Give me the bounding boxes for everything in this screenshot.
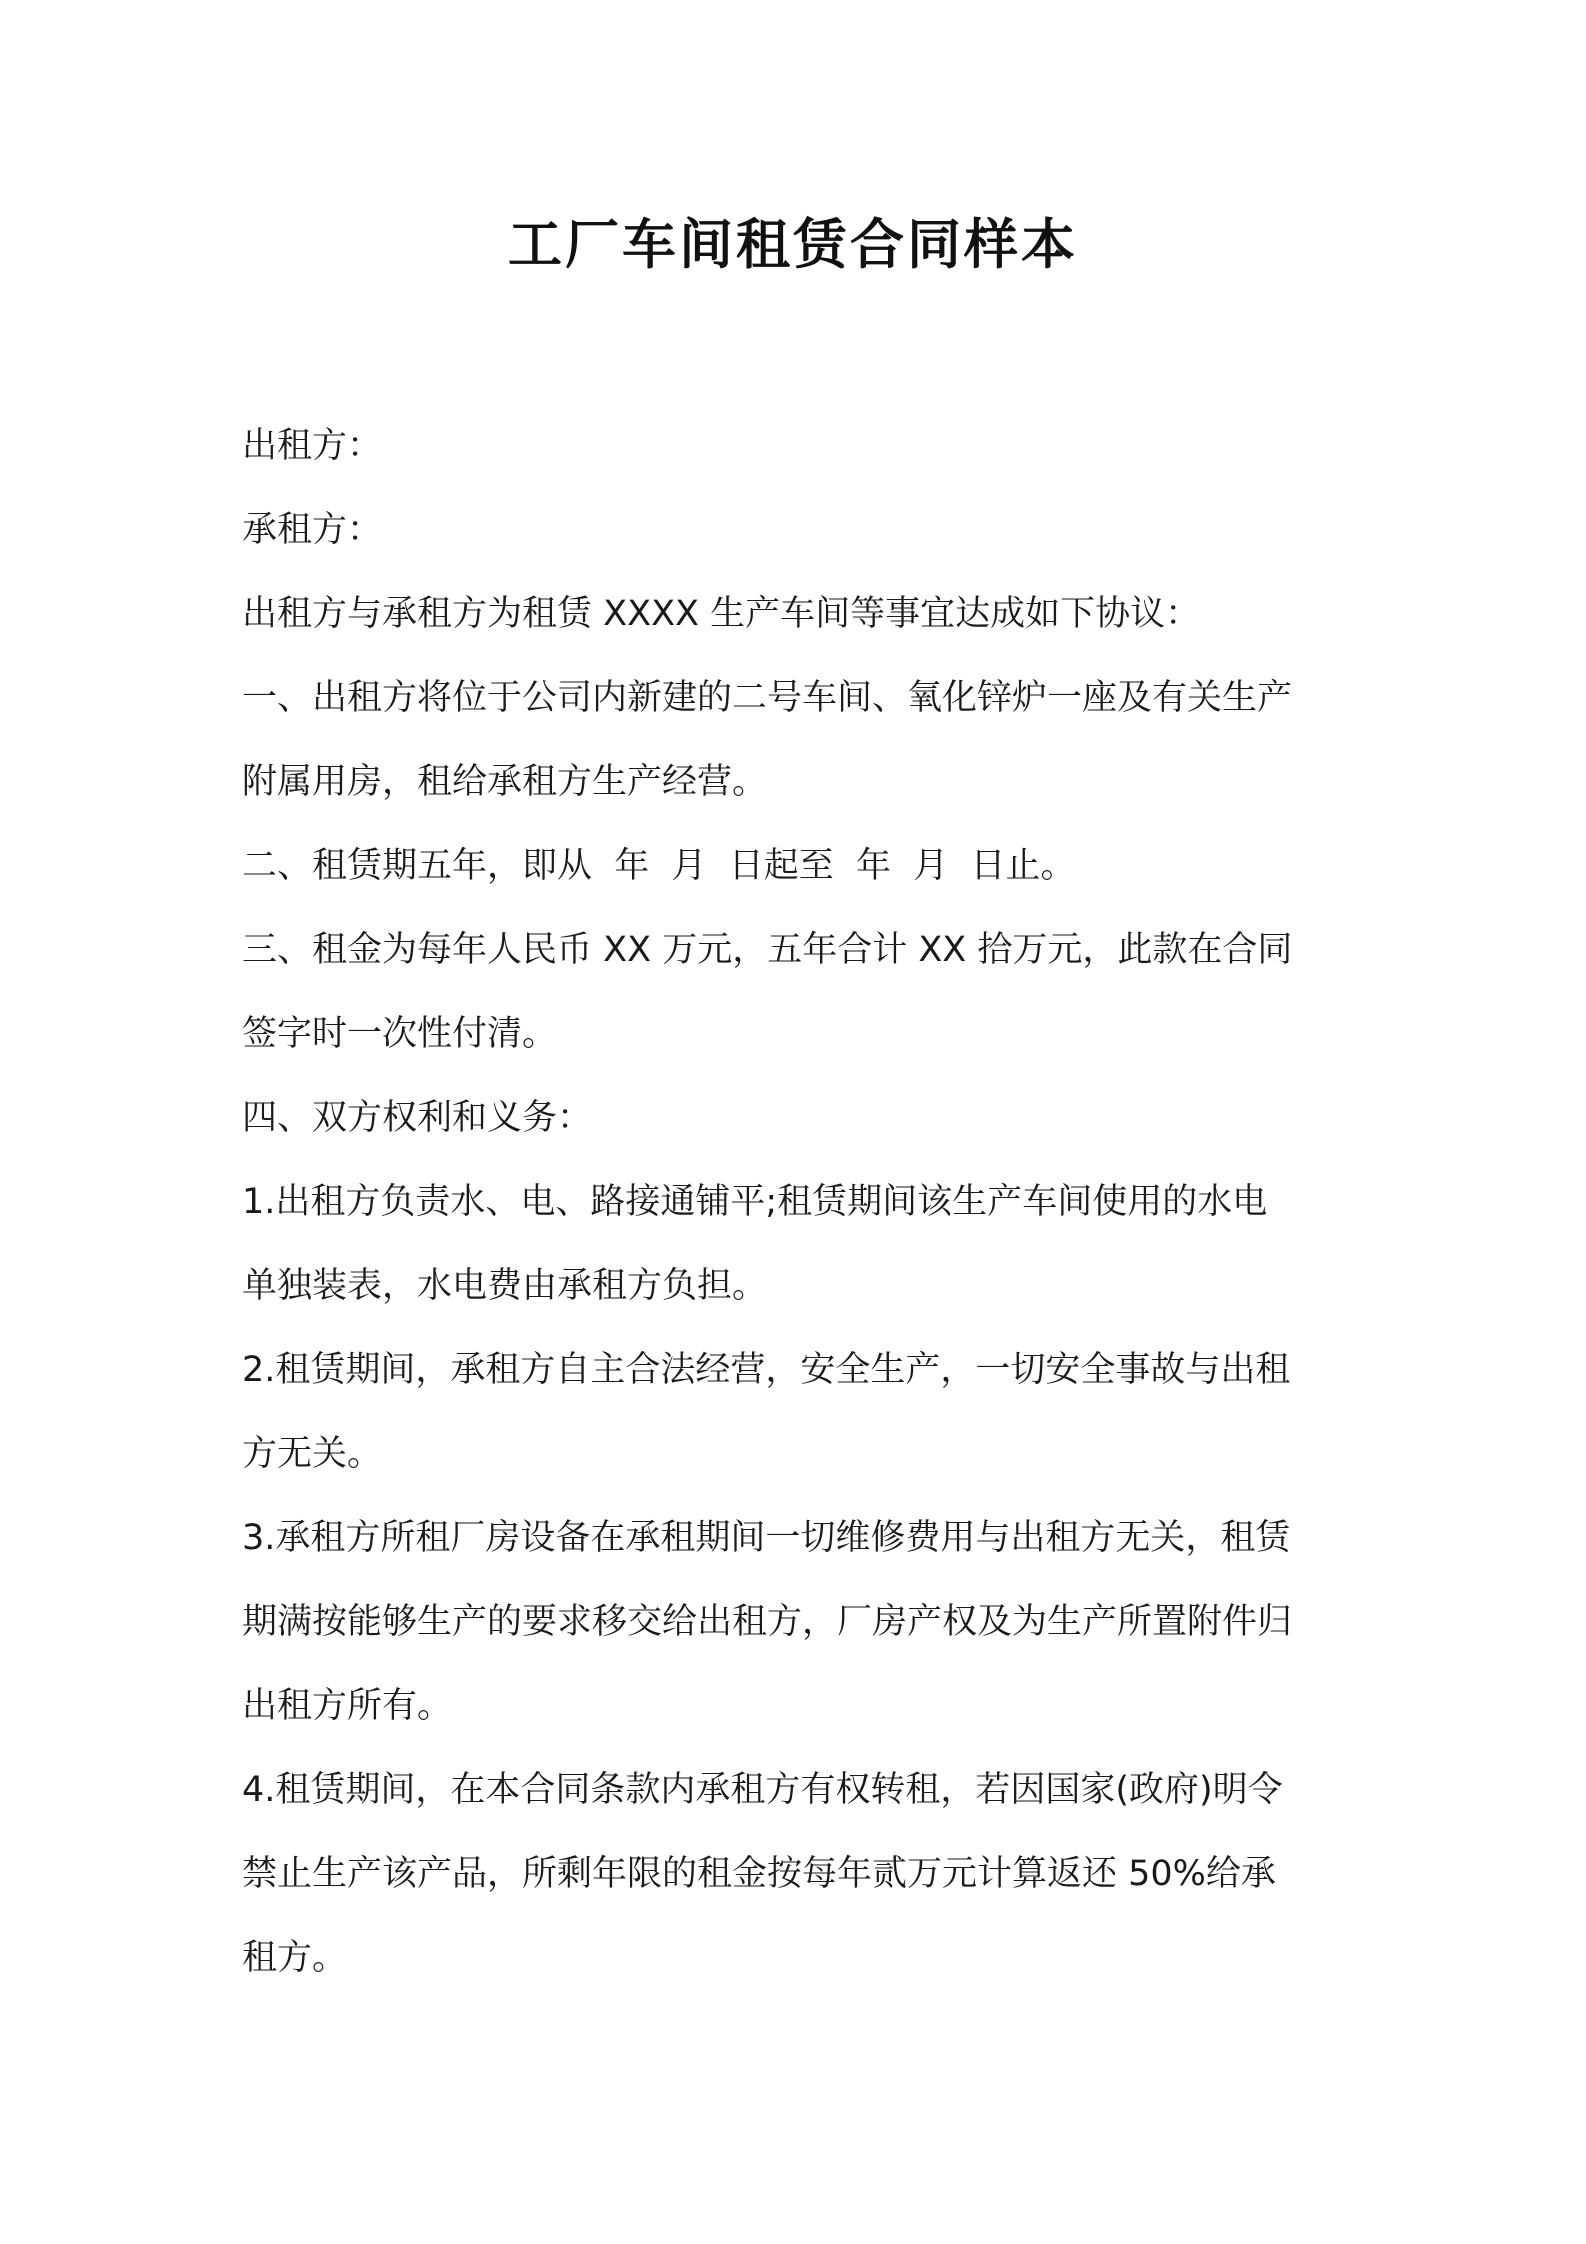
item-4-line-1: 4.租赁期间，在本合同条款内承租方有权转租，若因国家(政府)明令 [242, 1770, 1283, 1810]
item-2-line-2: 方无关。 [242, 1434, 383, 1474]
item-3-line-1: 3.承租方所租厂房设备在承租期间一切维修费用与出租方无关，租赁 [242, 1518, 1291, 1558]
item-1-line-1: 1.出租方负责水、电、路接通铺平;租赁期间该生产车间使用的水电 [242, 1182, 1268, 1222]
item-3-line-2: 期满按能够生产的要求移交给出租方，厂房产权及为生产所置附件归 [242, 1602, 1293, 1642]
item-1-line-2: 单独装表，水电费由承租方负担。 [242, 1266, 768, 1306]
document-title: 工厂车间租赁合同样本 [508, 213, 1078, 276]
item-3-line-3: 出租方所有。 [242, 1686, 453, 1726]
clause-3-line-2: 签字时一次性付清。 [242, 1014, 558, 1054]
lessee-line: 承租方： [242, 510, 383, 550]
clause-3-line-1: 三、租金为每年人民币 XX 万元，五年合计 XX 拾万元，此款在合同 [242, 930, 1293, 970]
lessor-line: 出租方： [242, 426, 383, 466]
clause-2: 二、租赁期五年，即从 年 月 日起至 年 月 日止。 [242, 846, 1076, 886]
clause-1-line-2: 附属用房，租给承租方生产经营。 [242, 762, 768, 802]
clause-4-heading: 四、双方权利和义务： [242, 1098, 593, 1138]
item-2-line-1: 2.租赁期间，承租方自主合法经营，安全生产，一切安全事故与出租 [242, 1350, 1291, 1390]
item-4-line-2: 禁止生产该产品，所剩年限的租金按每年贰万元计算返还 50%给承 [242, 1854, 1276, 1894]
agreement-intro: 出租方与承租方为租赁 XXXX 生产车间等事宜达成如下协议： [242, 594, 1201, 634]
item-4-line-3: 租方。 [242, 1938, 348, 1978]
clause-1-line-1: 一、出租方将位于公司内新建的二号车间、氧化锌炉一座及有关生产 [242, 678, 1293, 718]
document-body [242, 404, 1360, 2000]
